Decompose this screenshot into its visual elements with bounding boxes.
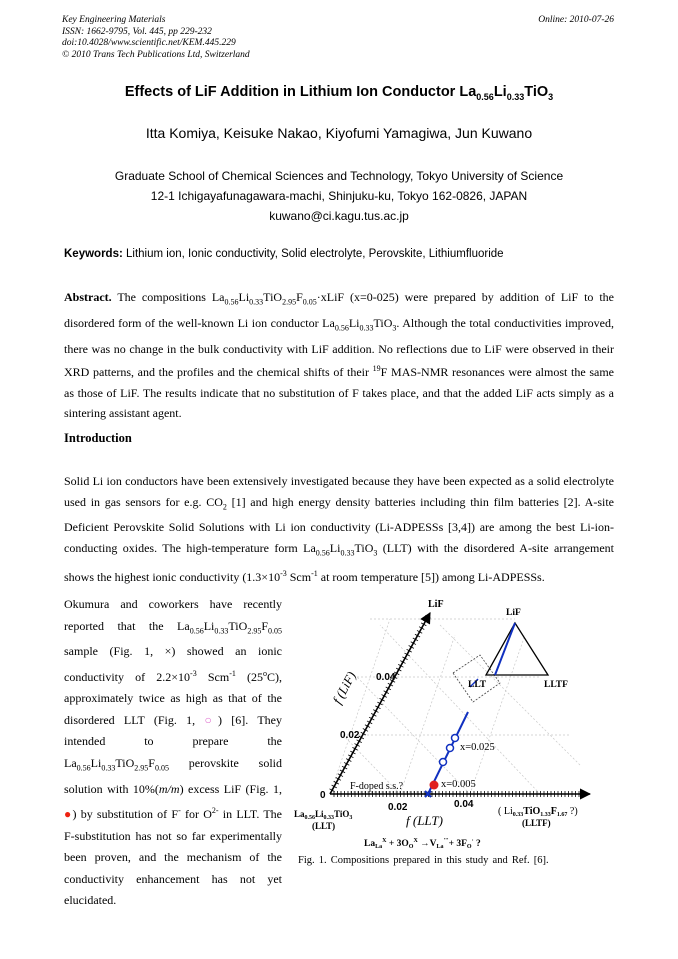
data-point-x0025-upper [452, 735, 459, 742]
inset-lltf-label: LLTF [544, 680, 568, 690]
y-tick-004: 0.04 [376, 672, 396, 683]
keywords: Keywords: Lithium ion, Ionic conductivity, Solid electrolyte, Perovskite, Lithiumfluoride [64, 248, 504, 260]
journal-header [62, 15, 250, 61]
data-point-x0025 [447, 745, 454, 752]
figure-caption: Fig. 1. Compositions prepared in this study and Ref. [6]. [298, 855, 549, 866]
open-circle-symbol: ○ [204, 712, 219, 727]
x-axis-label: f (LLT) [406, 813, 443, 828]
inset-ternary [468, 608, 568, 690]
issn: ISSN: 1662-9795, Vol. 445, pp 229-232 [62, 26, 212, 37]
right-composition-name: (LLTF) [522, 818, 551, 828]
data-point-x0015 [440, 759, 447, 766]
x-tick-004: 0.04 [454, 799, 474, 810]
introduction-heading: Introduction [64, 431, 132, 445]
label-x0025: x=0.025 [460, 742, 495, 753]
journal-name: Key Engineering Materials [62, 15, 166, 25]
doi: doi:10.4028/www.scientific.net/KEM.445.229 [62, 38, 236, 48]
y-axis-ticks [329, 615, 430, 791]
data-point-x0005-filled [430, 781, 439, 790]
paper-title: Effects of LiF Addition in Lithium Ion Conductor $La_{0.56}Li_{0.33}TiO_3$ [124, 84, 554, 102]
defect-reaction: $La_{La}^X + 3O_O^X \to V_{La}'''+ 3F_O^\cdot$ ? [364, 838, 481, 850]
email[interactable]: kuwano@ci.kagu.tus.ac.jp [269, 209, 409, 223]
x-tick-002: 0.02 [388, 802, 408, 813]
y-axis-top-label: LiF [428, 599, 444, 610]
introduction-paragraph: Solid Li ion conductors have been extensively investigated because they have been expected as a solid electrolyte used in gas sensors for e.g. $CO_2$ [1] and high energy density batteries including thin film batteries [2]. A-site Deficient Perovskite Solid Solutions with Li ion conductivity (Li-ADPESSs [3,4]) are among the best Li-ion-conducting oxides. The high-temperature form $La_{0.56}Li_{0.33}TiO_3$ (LLT) with the disordered A-site arrangement shows the highest ionic conductivity ($1.3\times 10^{-3}$ Scm$^{-1}$ at room temperature [5]) among Li-ADPESSs. [64, 474, 615, 584]
left-composition: $La_{0.56}Li_{0.33}TiO_3$ [294, 809, 353, 821]
authors: Itta Komiya, Keisuke Nakao, Kiyofumi Yamagiwa, Jun Kuwano [145, 125, 533, 141]
y-axis-label: f (LiF) [329, 669, 359, 707]
affiliation [0, 166, 678, 226]
filled-circle-symbol: ● [64, 807, 73, 822]
ternary-grid [330, 619, 580, 794]
copyright: © 2010 Trans Tech Publications Ltd, Switzerland [62, 49, 250, 60]
y-tick-002: 0.02 [340, 730, 360, 741]
f-doped-label: F-doped s.s.? [350, 781, 404, 792]
right-composition: ( $Li_{0.33}TiO_{1.33}F_{1.67}$ ?) [498, 806, 578, 818]
inset-lif-label: LiF [506, 608, 521, 618]
inset-llt-label: LLT [468, 680, 487, 690]
origin-label: 0 [320, 790, 326, 801]
affiliation-line-1: Graduate School of Chemical Sciences and Technology, Tokyo University of Science [114, 169, 564, 183]
label-x0005: x=0.005 [441, 779, 476, 790]
figure-1-diagram [290, 595, 620, 885]
left-composition-name: (LLT) [312, 821, 336, 831]
online-date: Online: 2010-07-26 [538, 15, 614, 25]
abstract: Abstract. The compositions $La_{0.56}Li_{0.33}TiO_{2.95}F_{0.05}\cdot xLiF$ (x=0-025) were prepared by addition of LiF to the disordered form of the well-known Li ion conductor $La_{0.56}Li_{0.33}TiO_3$. Although the total conductivities improved, there was no change in the bulk conductivity with LiF addition. No reflections due to LiF were observed in their XRD patterns, and the profiles and the chemical shifts of their $^{19}$F MAS-NMR resonances were almost the same as those of LiF. The results indicate that no substitution of F takes place, and that the added LiF acts simply as a sintering assistant agent. [64, 290, 615, 421]
left-column-paragraph: Okumura and coworkers have recently reported that the $La_{0.56}Li_{0.33}TiO_{2.95}F_{0.05}$ sample (Fig. 1, ×) showed an ionic conductivity of $2.2\times 10^{-3}$ Scm$^{-1}$ (25$^o$C), approximately twice as high as that of the disordered LLT (Fig. 1, ○) [6]. They intended to prepare the $La_{0.56}Li_{0.33}TiO_{2.95}F_{0.05}$ perovskite solid solution with 10%(m/m) excess LiF (Fig. 1, ●) by substitution of F- for $O^{2-}$ in LLT. The F-substitution has not so far experimentally been proven, and the mechanism of the conductivity enhancement has not yet elucidated. [64, 597, 283, 908]
affiliation-line-2: 12-1 Ichigayafunagawara-machi, Shinjuku-ku, Tokyo 162-0826, JAPAN [150, 189, 528, 203]
